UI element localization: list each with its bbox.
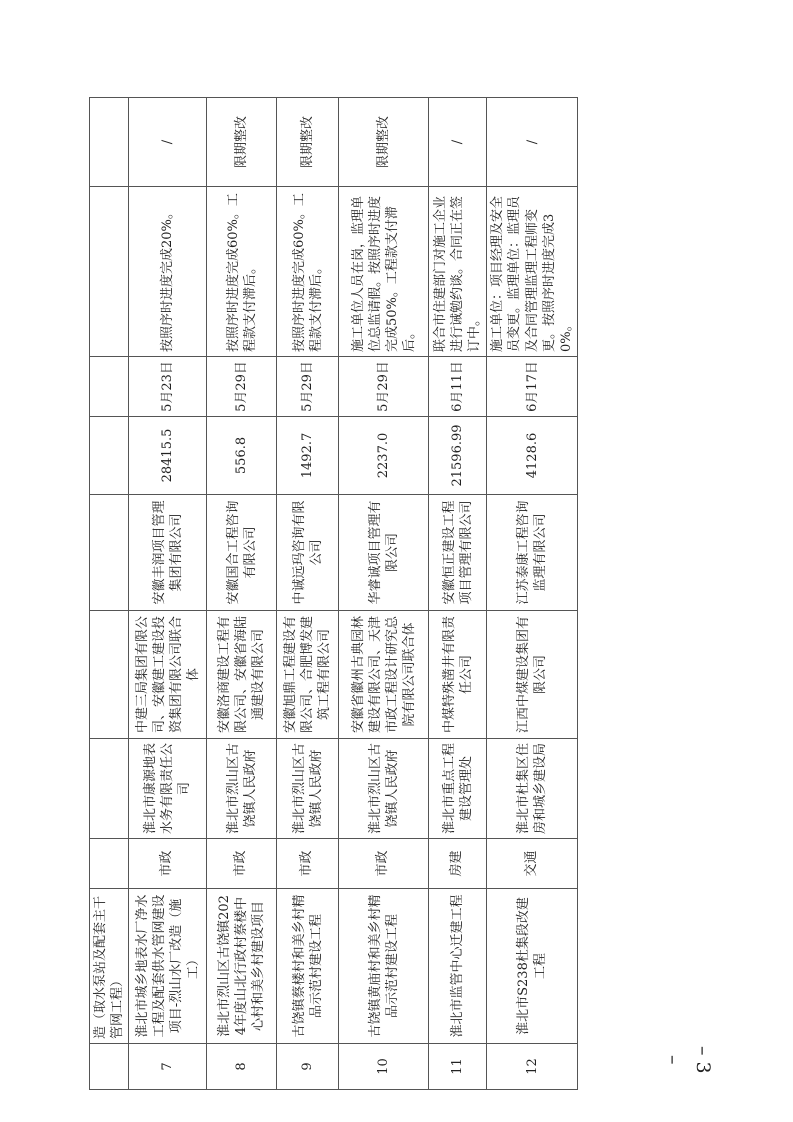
cell-project: 淮北市S238杜集段改建工程 <box>487 889 578 1044</box>
cell-supervisor: 安徽恒正建设工程项目管理有限公司 <box>429 495 487 611</box>
cell-owner: 淮北市杜集区住房和城乡建设局 <box>487 739 578 839</box>
cell-action: / <box>487 98 578 187</box>
cell-builder: 中建三局集团有限公司、安徽建工建设投资集团有限公司联合体 <box>129 611 207 739</box>
cell-action: 限期整改 <box>277 98 339 187</box>
cell-category <box>90 839 129 889</box>
rotated-table-container <box>89 98 574 1090</box>
table-row <box>129 98 207 1090</box>
cell-investment: 1492.7 <box>277 417 339 495</box>
cell-builder: 安徽洛商建设工程有限公司、安徽省海陆通建设有限公司 <box>207 611 277 739</box>
cell-owner: 淮北市康源地表水务有限责任公司 <box>129 739 207 839</box>
cell-category: 市政 <box>339 839 429 889</box>
cell-date: 5月29日 <box>277 357 339 417</box>
cell-supervisor: 江苏泰康工程咨询监理有限公司 <box>487 495 578 611</box>
page-number: – 3 – <box>662 1046 714 1074</box>
cell-issue: 按照序时进度完成60%。工程款支付滞后。 <box>207 187 277 357</box>
table-row <box>339 98 429 1090</box>
cell-project: 古饶镇蔡楼村和美乡村精品示范村建设工程 <box>277 889 339 1044</box>
table-row <box>429 98 487 1090</box>
cell-no: 12 <box>487 1044 578 1090</box>
cell-date <box>90 357 129 417</box>
cell-project: 淮北市烈山区古饶镇2024年度山北行政村蔡楼中心村和美乡村建设项目 <box>207 889 277 1044</box>
table-row <box>487 98 578 1090</box>
cell-date: 5月23日 <box>129 357 207 417</box>
cell-category: 交通 <box>487 839 578 889</box>
cell-no: 10 <box>339 1044 429 1090</box>
cell-project: 淮北市监管中心迁建工程 <box>429 889 487 1044</box>
cell-date: 6月11日 <box>429 357 487 417</box>
cell-builder <box>90 611 129 739</box>
cell-action: / <box>129 98 207 187</box>
cell-builder: 江西中煤建设集团有限公司 <box>487 611 578 739</box>
cell-no: 9 <box>277 1044 339 1090</box>
cell-supervisor: 安徽丰润项目管理集团有限公司 <box>129 495 207 611</box>
cell-project: 淮北市城乡地表水厂净水工程及配套供水管网建设项目-烈山水厂改造（施工） <box>129 889 207 1044</box>
project-table <box>89 97 578 1090</box>
cell-builder: 中煤特殊凿井有限责任公司 <box>429 611 487 739</box>
cell-issue: 联合市住建部门对施工企业进行诫勉约谈。合同正在签订中。 <box>429 187 487 357</box>
cell-supervisor <box>90 495 129 611</box>
cell-builder: 安徽旭鼎工程建设有限公司、合肥博发建筑工程有限公司 <box>277 611 339 739</box>
cell-issue <box>90 187 129 357</box>
cell-action: 限期整改 <box>339 98 429 187</box>
cell-investment <box>90 417 129 495</box>
cell-owner <box>90 739 129 839</box>
cell-category: 房建 <box>429 839 487 889</box>
cell-category: 市政 <box>277 839 339 889</box>
table-row <box>90 98 129 1090</box>
cell-action: 限期整改 <box>207 98 277 187</box>
cell-issue: 施工单位：项目经理及安全员变更。监理单位：监理员及合同管理监理工程师变更。按照序时进度完成30%。 <box>487 187 578 357</box>
cell-no: 8 <box>207 1044 277 1090</box>
cell-investment: 21596.99 <box>429 417 487 495</box>
table-row <box>207 98 277 1090</box>
cell-supervisor: 中诚远玛咨询有限公司 <box>277 495 339 611</box>
cell-investment: 4128.6 <box>487 417 578 495</box>
cell-issue: 按照序时进度完成20%。 <box>129 187 207 357</box>
cell-project: 古饶镇黄庙村和美乡村精品示范村建设工程 <box>339 889 429 1044</box>
cell-category: 市政 <box>129 839 207 889</box>
cell-category: 市政 <box>207 839 277 889</box>
cell-builder: 安徽省徽州古典园林建设有限公司、天津市政工程设计研究总院有限公司联合体 <box>339 611 429 739</box>
cell-action <box>90 98 129 187</box>
cell-date: 6月17日 <box>487 357 578 417</box>
cell-owner: 淮北市烈山区古饶镇人民政府 <box>277 739 339 839</box>
table-row <box>277 98 339 1090</box>
cell-action: / <box>429 98 487 187</box>
cell-no: 7 <box>129 1044 207 1090</box>
cell-no <box>90 1044 129 1090</box>
cell-project: 造（取水泵站及配套主干管网工程） <box>90 889 129 1044</box>
cell-date: 5月29日 <box>207 357 277 417</box>
cell-investment: 556.8 <box>207 417 277 495</box>
cell-supervisor: 安徽国合工程咨询有限公司 <box>207 495 277 611</box>
cell-no: 11 <box>429 1044 487 1090</box>
cell-investment: 28415.5 <box>129 417 207 495</box>
cell-investment: 2237.0 <box>339 417 429 495</box>
cell-owner: 淮北市烈山区古饶镇人民政府 <box>207 739 277 839</box>
cell-owner: 淮北市烈山区古饶镇人民政府 <box>339 739 429 839</box>
cell-date: 5月29日 <box>339 357 429 417</box>
cell-supervisor: 华睿诚项目管理有限公司 <box>339 495 429 611</box>
cell-issue: 按照序时进度完成60%。工程款支付滞后。 <box>277 187 339 357</box>
cell-issue: 施工单位人员在岗，监理单位总监请假。按照序时进度完成50%。工程款支付滞后。 <box>339 187 429 357</box>
cell-owner: 淮北市重点工程建设管理处 <box>429 739 487 839</box>
